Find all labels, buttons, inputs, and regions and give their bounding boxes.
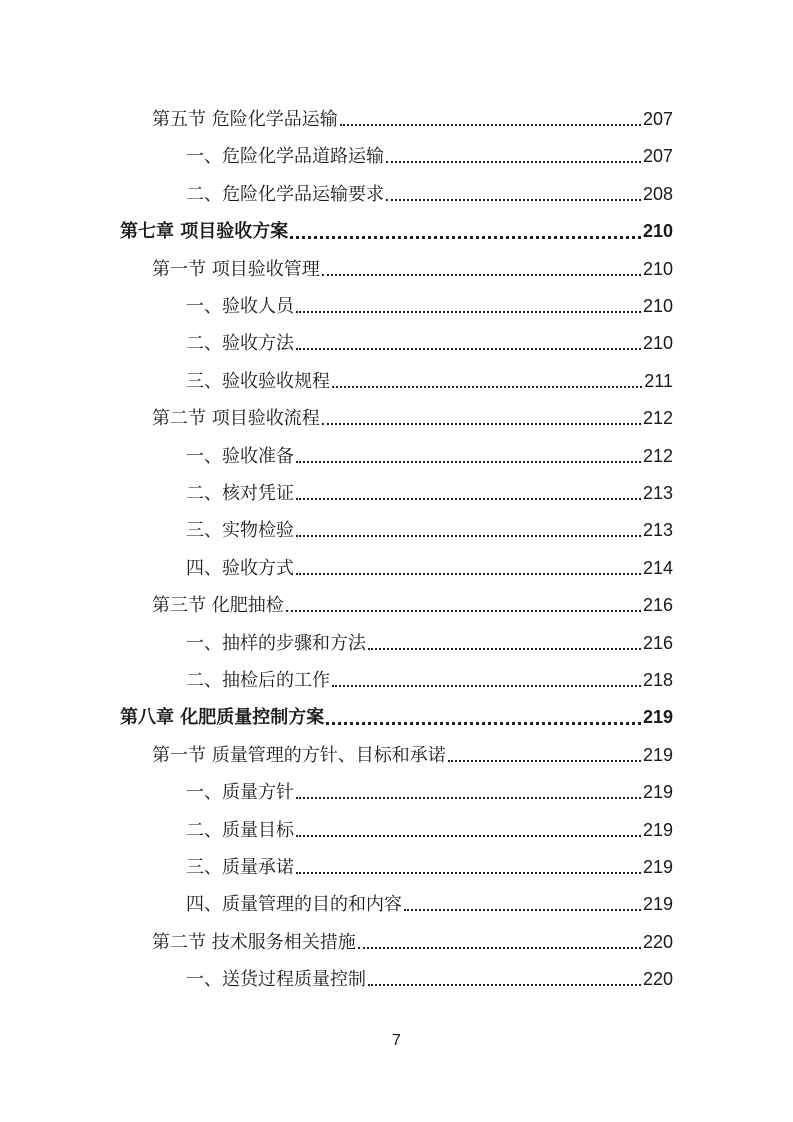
toc-entry-page: 216 xyxy=(642,632,673,653)
toc-entry-title: 二、核对凭证 xyxy=(186,483,294,504)
dot-leader xyxy=(340,124,641,126)
toc-entry[interactable] xyxy=(152,256,673,282)
toc-entry-title: 第一节 项目验收管理 xyxy=(152,258,320,280)
toc-entry-title: 一、抽样的步骤和方法 xyxy=(186,632,366,654)
toc-entry-page: 212 xyxy=(642,445,673,466)
toc-entry-page: 219 xyxy=(642,894,673,915)
dot-leader xyxy=(368,984,641,986)
dot-leader xyxy=(296,797,641,799)
toc-entry[interactable] xyxy=(152,929,673,955)
dot-leader xyxy=(296,573,641,575)
toc-entry-page: 213 xyxy=(642,483,673,503)
dot-leader xyxy=(296,348,641,350)
toc-entry[interactable] xyxy=(186,143,673,169)
toc-entry-title: 一、验收人员 xyxy=(186,296,294,317)
toc-entry[interactable] xyxy=(152,592,673,618)
toc-entry-page: 219 xyxy=(642,819,673,840)
toc-entry-page: 219 xyxy=(642,782,673,803)
dot-leader xyxy=(296,498,641,500)
toc-entry[interactable] xyxy=(186,779,673,805)
toc-entry-title: 三、验收验收规程 xyxy=(186,370,330,392)
toc-entry-page: 216 xyxy=(642,595,673,616)
toc-entry-title: 三、质量承诺 xyxy=(186,857,294,878)
dot-leader xyxy=(296,461,641,463)
toc-entry-page: 207 xyxy=(642,109,673,129)
toc-entry[interactable] xyxy=(186,817,673,843)
toc-entry[interactable] xyxy=(120,218,673,244)
toc-entry[interactable] xyxy=(186,517,673,543)
dot-leader xyxy=(322,423,641,425)
toc-entry-title: 二、危险化学品运输要求 xyxy=(186,183,384,205)
toc-entry[interactable] xyxy=(152,742,673,768)
toc-entry[interactable] xyxy=(186,555,673,581)
toc-entry[interactable] xyxy=(186,891,673,917)
dot-leader xyxy=(286,610,641,612)
toc-entry-page: 208 xyxy=(642,183,673,204)
toc-entry-page: 210 xyxy=(642,258,673,279)
toc-entry-page: 219 xyxy=(642,744,673,765)
toc-entry-page: 210 xyxy=(642,333,673,354)
dot-leader xyxy=(404,909,641,911)
dot-leader xyxy=(386,161,641,163)
dot-leader xyxy=(290,236,641,239)
toc-entry[interactable] xyxy=(120,704,673,730)
toc-entry-title: 第七章 项目验收方案 xyxy=(120,221,289,243)
toc-entry[interactable] xyxy=(186,443,673,469)
dot-leader xyxy=(296,872,641,874)
toc-entry[interactable] xyxy=(186,330,673,356)
dot-leader xyxy=(326,722,641,725)
toc-entry-title: 第三节 化肥抽检 xyxy=(152,595,284,617)
toc-entry-title: 一、送货过程质量控制 xyxy=(186,969,366,991)
dot-leader xyxy=(358,947,641,949)
toc-entry-page: 213 xyxy=(642,520,673,541)
toc-entry-title: 第二节 项目验收流程 xyxy=(152,408,320,430)
toc-entry-page: 212 xyxy=(642,408,673,429)
toc-entry[interactable] xyxy=(186,181,673,207)
dot-leader xyxy=(448,760,641,762)
toc-entry-page: 220 xyxy=(642,969,673,990)
dot-leader xyxy=(332,685,641,687)
toc-entry[interactable] xyxy=(186,630,673,656)
toc-entry-title: 第一节 质量管理的方针、目标和承诺 xyxy=(152,744,446,766)
dot-leader xyxy=(296,311,641,313)
toc-entry[interactable] xyxy=(186,966,673,992)
toc-entry-page: 218 xyxy=(642,670,673,690)
toc-entry-title: 第五节 危险化学品运输 xyxy=(152,109,338,130)
toc-entry-title: 二、质量目标 xyxy=(186,819,294,841)
toc-entry[interactable] xyxy=(186,667,673,693)
toc-entry-title: 四、质量管理的目的和内容 xyxy=(186,894,402,916)
dot-leader xyxy=(322,274,641,276)
toc-entry-title: 第八章 化肥质量控制方案 xyxy=(120,707,325,729)
toc-entry-page: 210 xyxy=(642,296,673,316)
toc-entry[interactable] xyxy=(186,480,673,506)
dot-leader xyxy=(296,535,641,537)
toc-entry[interactable] xyxy=(186,854,673,880)
toc-entry-page: 210 xyxy=(642,221,673,242)
toc-entry-page: 214 xyxy=(642,557,673,578)
toc-entry-title: 四、验收方式 xyxy=(186,557,294,579)
toc-entry-title: 二、抽检后的工作 xyxy=(186,670,330,691)
toc-entry-page: 219 xyxy=(642,707,673,728)
toc-entry[interactable] xyxy=(186,368,673,394)
toc-entry-page: 220 xyxy=(642,931,673,952)
toc-entry-title: 二、验收方法 xyxy=(186,333,294,355)
toc-entry-title: 三、实物检验 xyxy=(186,520,294,542)
dot-leader xyxy=(368,648,641,650)
dot-leader xyxy=(386,199,641,201)
toc-entry[interactable] xyxy=(186,293,673,319)
toc-entry-page: 211 xyxy=(644,370,673,391)
toc-entry[interactable] xyxy=(152,405,673,431)
toc-entry-page: 207 xyxy=(642,146,673,167)
toc-entry-page: 219 xyxy=(642,857,673,877)
toc-entry[interactable] xyxy=(152,106,673,132)
dot-leader xyxy=(296,835,641,837)
toc-entry-title: 一、验收准备 xyxy=(186,445,294,467)
toc-entry-title: 第二节 技术服务相关措施 xyxy=(152,931,356,953)
dot-leader xyxy=(332,386,642,388)
page-number: 7 xyxy=(392,1032,401,1049)
toc-entry-title: 一、质量方针 xyxy=(186,782,294,804)
toc-entry-title: 一、危险化学品道路运输 xyxy=(186,146,384,168)
